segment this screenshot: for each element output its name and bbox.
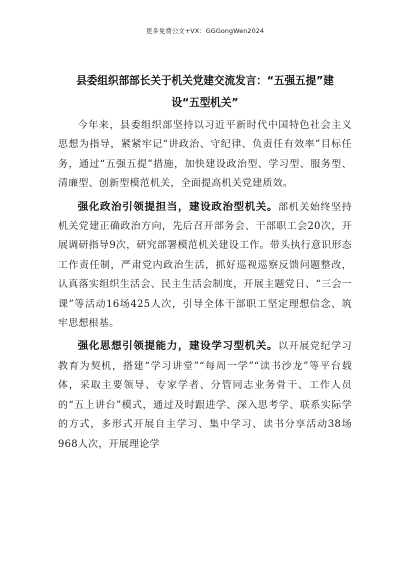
paragraph-text: 部机关始终坚持机关党建正确政治方向，先后召开部务会、干部职工会20次，开展调研指导9次，研究部署模范机关建设工作。带头执行意识形态工作责任制，严肃党内政治生活，抓好巡视巡察反馈问题整改，认真落实组织生活会、民主生活会制度，开展主题党日、“三会一课”等活动16场425人次，引导全体干部职工坚定理想信念、筑牢思想根基。 xyxy=(58,201,352,330)
header-note: 更多免费公文+VX：GGGongWen2024 xyxy=(145,27,265,35)
title-line-2: 设“五型机关” xyxy=(171,97,239,109)
paragraph-political xyxy=(58,198,352,334)
document-title xyxy=(52,70,358,114)
document-body xyxy=(58,116,352,458)
paragraph-text: 今年来，县委组织部坚持以习近平新时代中国特色社会主义思想为指导，紧紧牢记“讲政治、守纪律、负责任有效率”目标任务，通过“五强五提”措施，加快建设政治型、学习型、服务型、清廉型、创新型模范机关，全面提高机关党建质效。 xyxy=(58,120,352,190)
paragraph-lead: 强化思想引领提能力，建设学习型机关。 xyxy=(77,340,279,353)
paragraph-text: 以开展党纪学习教育为契机，搭建“学习讲堂”“每周一学”“读书沙龙”等平台载体，采取主要领导、专家学者、分管同志业务骨干、工作人员的“五上讲台”模式，通过及时跟进学、深入思考学、联系实际学的方式，多形式开展自主学习、集中学习、读书分享活动38场968人次，开展理论学 xyxy=(58,341,352,450)
paragraph-lead: 强化政治引领提担当，建设政治型机关。 xyxy=(77,200,279,213)
paragraph-intro xyxy=(58,116,352,194)
paragraph-learning xyxy=(58,337,352,453)
title-line-1: 县委组织部部长关于机关党建交流发言：“五强五提”建 xyxy=(76,75,334,87)
